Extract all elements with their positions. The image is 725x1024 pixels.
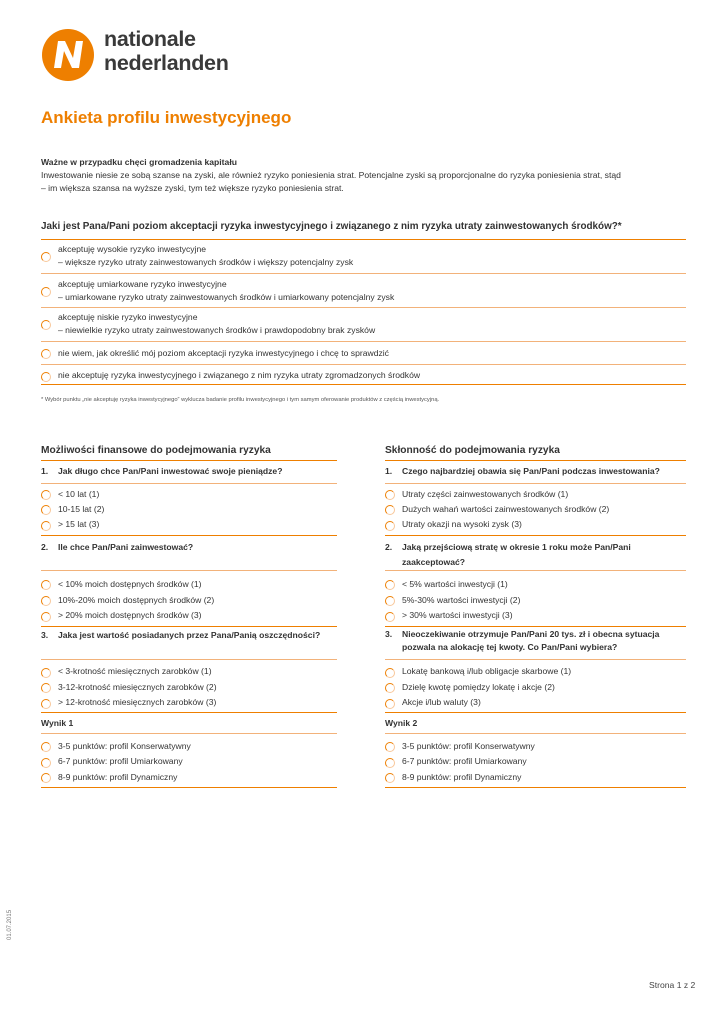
divider bbox=[41, 273, 686, 274]
option-risk-none: nie akceptuję ryzyka inwestycyjnego i związanego z nim ryzyka utraty zgromadzonych środków bbox=[58, 370, 421, 380]
radio-left-q1-b[interactable] bbox=[41, 505, 51, 515]
left-q2-answer: < 10% moich dostępnych środków (1) bbox=[58, 579, 202, 589]
left-result-answer: 6-7 punktów: profil Umiarkowany bbox=[58, 756, 183, 766]
right-question-2: 2. Jaką przejściową stratę w okresie 1 roku może Pan/Pani zaakceptować? bbox=[385, 542, 631, 567]
intro-heading: Ważne w przypadku chęci gromadzenia kapitału bbox=[41, 157, 237, 167]
left-q1-answer: < 10 lat (1) bbox=[58, 489, 100, 499]
intro-line2: – im większa szansa na wyższe zyski, tym też większe ryzyko poniesienia strat. bbox=[41, 183, 344, 193]
right-result-answer: 3-5 punktów: profil Konserwatywny bbox=[402, 741, 535, 751]
radio-risk-moderate[interactable] bbox=[41, 287, 51, 297]
radio-risk-high[interactable] bbox=[41, 252, 51, 262]
right-q3-answer: Lokatę bankową i/lub obligacje skarbowe (1) bbox=[402, 666, 572, 676]
right-q3-answer: Akcje i/lub waluty (3) bbox=[402, 697, 481, 707]
right-q2-answer: < 5% wartości inwestycji (1) bbox=[402, 579, 508, 589]
divider bbox=[41, 787, 337, 788]
radio-left-q3-b[interactable] bbox=[41, 683, 51, 693]
intro-line1: Inwestowanie niesie ze sobą szanse na zyski, ale również ryzyko poniesienia strat. Potencjalne zyski są proporcjonalne do ryzyka poniesienia strat, stąd bbox=[41, 170, 621, 180]
radio-risk-none[interactable] bbox=[41, 372, 51, 382]
divider bbox=[41, 460, 337, 461]
radio-right-result-b[interactable] bbox=[385, 758, 395, 768]
divider bbox=[385, 460, 686, 461]
main-question: Jaki jest Pana/Pani poziom akceptacji ryzyka inwestycyjnego i związanego z nim ryzyka utraty zainwestowanych środków?* bbox=[41, 221, 622, 232]
divider bbox=[385, 535, 686, 536]
divider bbox=[385, 733, 686, 734]
divider bbox=[385, 626, 686, 627]
left-result-answer: 3-5 punktów: profil Konserwatywny bbox=[58, 741, 191, 751]
divider bbox=[41, 712, 337, 713]
radio-right-result-c[interactable] bbox=[385, 773, 395, 783]
radio-left-result-b[interactable] bbox=[41, 758, 51, 768]
radio-left-q2-a[interactable] bbox=[41, 580, 51, 590]
divider bbox=[41, 535, 337, 536]
radio-risk-low[interactable] bbox=[41, 320, 51, 330]
radio-risk-unknown[interactable] bbox=[41, 349, 51, 359]
left-question-2: 2. Ile chce Pan/Pani zainwestować? bbox=[41, 542, 194, 552]
radio-right-q2-c[interactable] bbox=[385, 612, 395, 622]
radio-right-q2-a[interactable] bbox=[385, 580, 395, 590]
divider bbox=[41, 570, 337, 571]
divider bbox=[41, 733, 337, 734]
divider bbox=[385, 483, 686, 484]
left-question-1: 1. Jak długo chce Pan/Pani inwestować swoje pieniądze? bbox=[41, 466, 283, 476]
divider bbox=[385, 787, 686, 788]
radio-left-q3-c[interactable] bbox=[41, 699, 51, 709]
radio-right-q2-b[interactable] bbox=[385, 596, 395, 606]
radio-right-q1-c[interactable] bbox=[385, 521, 395, 531]
divider bbox=[41, 626, 337, 627]
divider bbox=[41, 659, 337, 660]
left-q3-answer: > 12-krotność miesięcznych zarobków (3) bbox=[58, 697, 217, 707]
right-q1-answer: Utraty części zainwestowanych środków (1) bbox=[402, 489, 569, 499]
right-question-3: 3. Nieoczekiwanie otrzymuje Pan/Pani 20 tys. zł i obecna sytuacja pozwala na alokację tej kwoty. Co Pan/Pani wybiera? bbox=[385, 629, 660, 652]
brand-name bbox=[104, 27, 229, 75]
right-result-label: Wynik 2 bbox=[385, 718, 418, 728]
divider bbox=[41, 384, 686, 385]
left-section-title: Możliwości finansowe do podejmowania ryzyka bbox=[41, 445, 271, 456]
option-risk-low: akceptuję niskie ryzyko inwestycyjne – niewielkie ryzyko utraty zainwestowanych środków i prawdopodobny brak zysków bbox=[58, 312, 376, 335]
option-risk-high: akceptuję wysokie ryzyko inwestycyjne – większe ryzyko utraty zainwestowanych środków i większy potencjalny zysk bbox=[58, 244, 354, 267]
left-result-label: Wynik 1 bbox=[41, 718, 74, 728]
right-question-1: 1. Czego najbardziej obawia się Pan/Pani podczas inwestowania? bbox=[385, 466, 660, 476]
page-number: Strona 1 z 2 bbox=[649, 980, 696, 990]
radio-right-q3-a[interactable] bbox=[385, 668, 395, 678]
option-risk-moderate: akceptuję umiarkowane ryzyko inwestycyjne – umiarkowane ryzyko utraty zainwestowanych środków i umiarkowany potencjalny zysk bbox=[58, 279, 395, 302]
radio-right-q3-b[interactable] bbox=[385, 683, 395, 693]
right-result-answer: 6-7 punktów: profil Umiarkowany bbox=[402, 756, 527, 766]
divider bbox=[41, 307, 686, 308]
radio-left-q1-c[interactable] bbox=[41, 521, 51, 531]
document-date: 01.07.2015 bbox=[7, 909, 13, 940]
radio-right-q1-a[interactable] bbox=[385, 490, 395, 500]
radio-right-q1-b[interactable] bbox=[385, 505, 395, 515]
footnote: * Wybór punktu „nie akceptuję ryzyka inwestycyjnego” wyklucza badanie profilu inwestycyjnego i tym samym oferowanie produktów z częścią inwestycyjną. bbox=[41, 397, 440, 403]
divider bbox=[41, 239, 686, 240]
divider bbox=[41, 483, 337, 484]
brand-name-line1: nationale bbox=[104, 27, 196, 51]
left-result-answer: 8-9 punktów: profil Dynamiczny bbox=[58, 772, 178, 782]
left-q2-answer: 10%-20% moich dostępnych środków (2) bbox=[58, 595, 215, 605]
right-q1-answer: Dużych wahań wartości zainwestowanych środków (2) bbox=[402, 504, 610, 514]
radio-left-q1-a[interactable] bbox=[41, 490, 51, 500]
radio-left-result-c[interactable] bbox=[41, 773, 51, 783]
intro-section bbox=[41, 156, 681, 195]
right-result-answer: 8-9 punktów: profil Dynamiczny bbox=[402, 772, 522, 782]
radio-right-q3-c[interactable] bbox=[385, 699, 395, 709]
right-q1-answer: Utraty okazji na wysoki zysk (3) bbox=[402, 519, 522, 529]
divider bbox=[41, 364, 686, 365]
left-q2-answer: > 20% moich dostępnych środków (3) bbox=[58, 610, 202, 620]
option-risk-unknown: nie wiem, jak określić mój poziom akceptacji ryzyka inwestycyjnego i chcę to sprawdzić bbox=[58, 348, 389, 358]
left-q1-answer: > 15 lat (3) bbox=[58, 519, 100, 529]
radio-left-q2-c[interactable] bbox=[41, 612, 51, 622]
left-q3-answer: 3-12-krotność miesięcznych zarobków (2) bbox=[58, 682, 217, 692]
radio-left-q2-b[interactable] bbox=[41, 596, 51, 606]
right-q2-answer: > 30% wartości inwestycji (3) bbox=[402, 610, 513, 620]
divider bbox=[385, 659, 686, 660]
right-section-title: Skłonność do podejmowania ryzyka bbox=[385, 445, 560, 456]
page-title: Ankieta profilu inwestycyjnego bbox=[41, 108, 292, 127]
divider bbox=[385, 570, 686, 571]
left-question-3: 3. Jaka jest wartość posiadanych przez Pana/Panią oszczędności? bbox=[41, 630, 321, 640]
radio-right-result-a[interactable] bbox=[385, 742, 395, 752]
right-q3-answer: Dzielę kwotę pomiędzy lokatę i akcje (2) bbox=[402, 682, 555, 692]
right-q2-answer: 5%-30% wartości inwestycji (2) bbox=[402, 595, 521, 605]
radio-left-result-a[interactable] bbox=[41, 742, 51, 752]
left-q1-answer: 10-15 lat (2) bbox=[58, 504, 105, 514]
divider bbox=[385, 712, 686, 713]
radio-left-q3-a[interactable] bbox=[41, 668, 51, 678]
divider bbox=[41, 341, 686, 342]
brand-name-line2: nederlanden bbox=[104, 51, 229, 75]
left-q3-answer: < 3-krotność miesięcznych zarobków (1) bbox=[58, 666, 212, 676]
